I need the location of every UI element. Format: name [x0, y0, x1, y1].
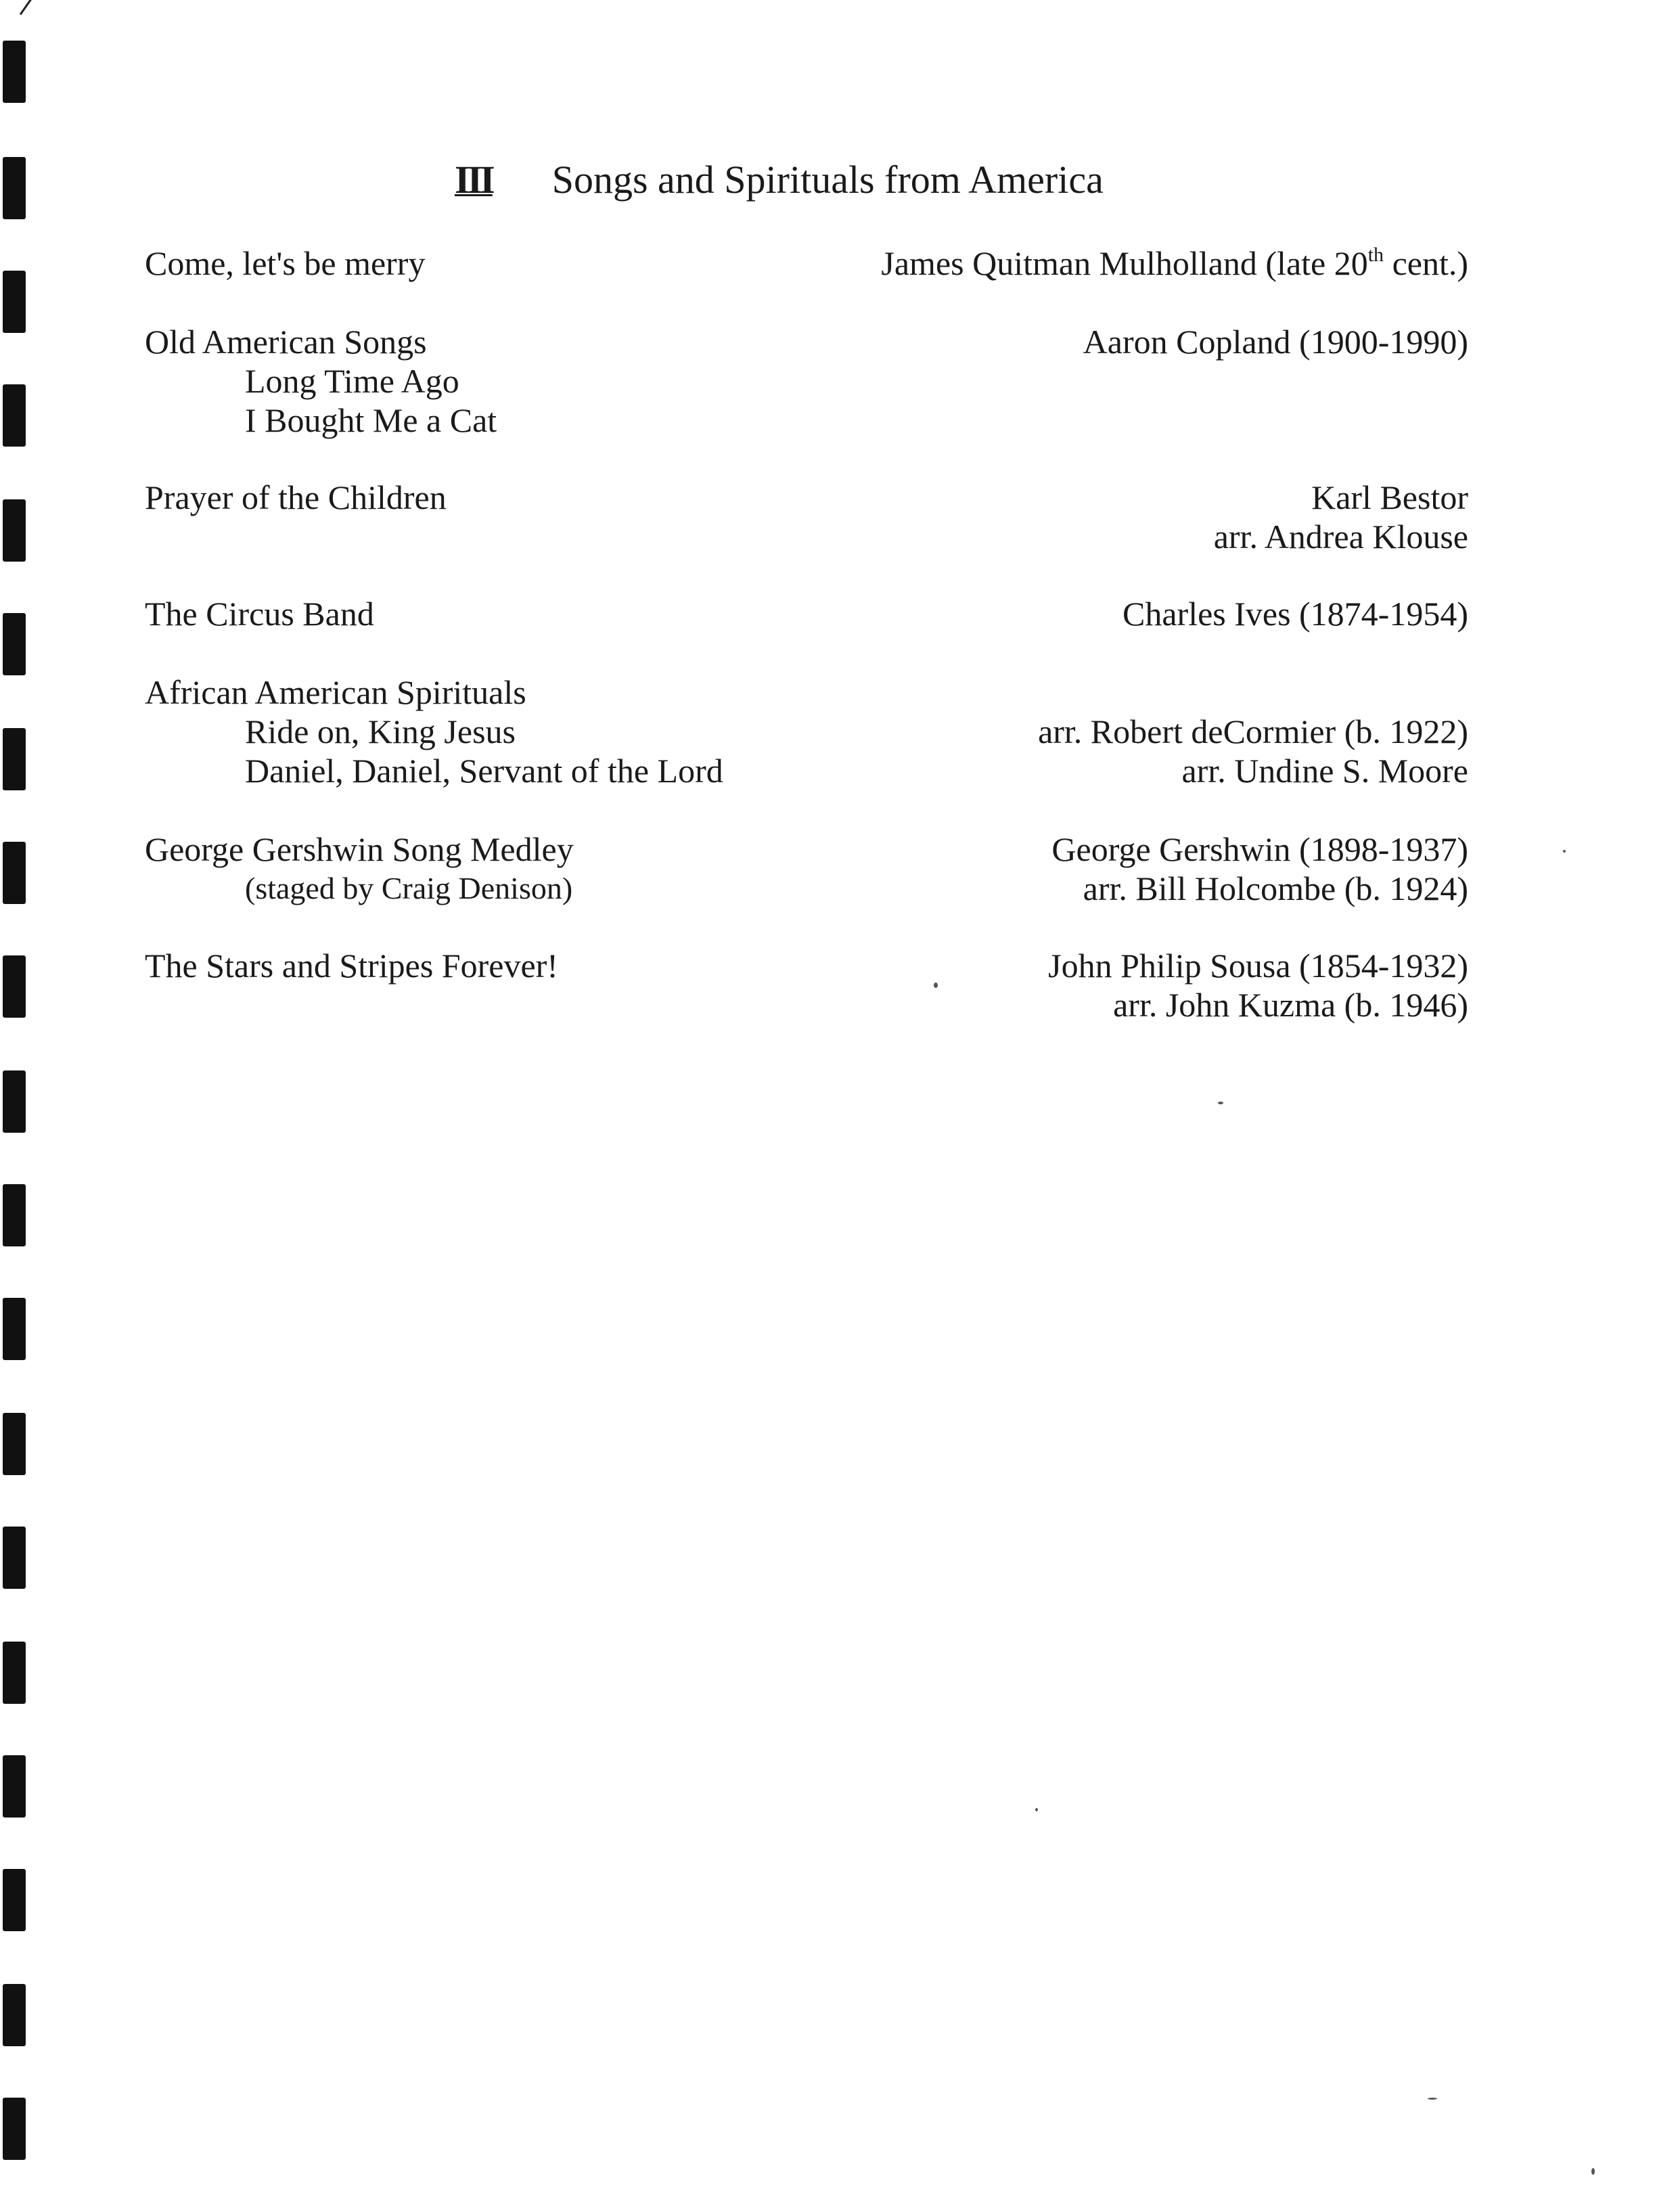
staging-note: (staged by Craig Denison)	[245, 871, 573, 905]
piece-title: The Circus Band	[145, 595, 374, 633]
scan-speck	[1035, 1808, 1038, 1811]
binding-hole	[3, 613, 26, 675]
spiral-binding	[0, 0, 41, 2212]
scan-speck	[1428, 2098, 1437, 2100]
piece-title: African American Spirituals	[145, 673, 526, 711]
binding-hole	[3, 955, 26, 1018]
binding-hole	[3, 1527, 26, 1589]
binding-hole	[3, 1298, 26, 1360]
piece-title: Come, let's be merry	[145, 244, 426, 282]
scan-speck	[1591, 2168, 1595, 2175]
arranger: arr. Robert deCormier (b. 1922)	[1038, 713, 1468, 750]
sub-piece: I Bought Me a Cat	[245, 401, 497, 439]
piece-title: Old American Songs	[145, 323, 427, 361]
binding-hole	[3, 1755, 26, 1818]
binding-hole	[3, 1984, 26, 2046]
sub-piece: Long Time Ago	[245, 362, 459, 400]
scan-speck	[1218, 1102, 1223, 1104]
section-title: Songs and Spirituals from America	[551, 158, 1104, 202]
binding-hole	[3, 384, 26, 447]
binding-hole	[3, 728, 26, 790]
composer: Karl Bestor	[1311, 478, 1468, 516]
piece-title: Prayer of the Children	[145, 478, 447, 516]
binding-hole	[3, 1642, 26, 1704]
binding-hole	[3, 1070, 26, 1133]
scan-speck	[1563, 850, 1566, 853]
sub-piece: Ride on, King Jesus	[245, 713, 516, 750]
composer: John Philip Sousa (1854-1932)	[1048, 947, 1468, 985]
piece-title: George Gershwin Song Medley	[145, 830, 574, 868]
binding-hole	[3, 41, 26, 103]
binding-hole	[3, 2098, 26, 2160]
composer: James Quitman Mulholland (late 20th cent.)	[881, 244, 1468, 282]
piece-title: The Stars and Stripes Forever!	[145, 947, 558, 985]
binding-hole	[3, 157, 26, 219]
section-heading	[455, 157, 1104, 202]
binding-hole	[3, 842, 26, 904]
arranger: arr. Undine S. Moore	[1181, 752, 1468, 790]
arranger: arr. Andrea Klouse	[1213, 518, 1468, 556]
sub-piece: Daniel, Daniel, Servant of the Lord	[245, 752, 723, 790]
scan-speck	[934, 983, 938, 988]
arranger: arr. Bill Holcombe (b. 1924)	[1083, 870, 1468, 907]
composer: George Gershwin (1898-1937)	[1051, 830, 1468, 868]
arranger: arr. John Kuzma (b. 1946)	[1113, 986, 1468, 1024]
binding-hole	[3, 271, 26, 333]
composer: Charles Ives (1874-1954)	[1123, 595, 1468, 633]
binding-hole	[3, 1869, 26, 1931]
binding-hole	[3, 1184, 26, 1246]
binding-hole	[3, 499, 26, 562]
binding-hole	[3, 1413, 26, 1475]
composer: Aaron Copland (1900-1990)	[1083, 323, 1468, 361]
section-numeral: III	[455, 158, 493, 202]
